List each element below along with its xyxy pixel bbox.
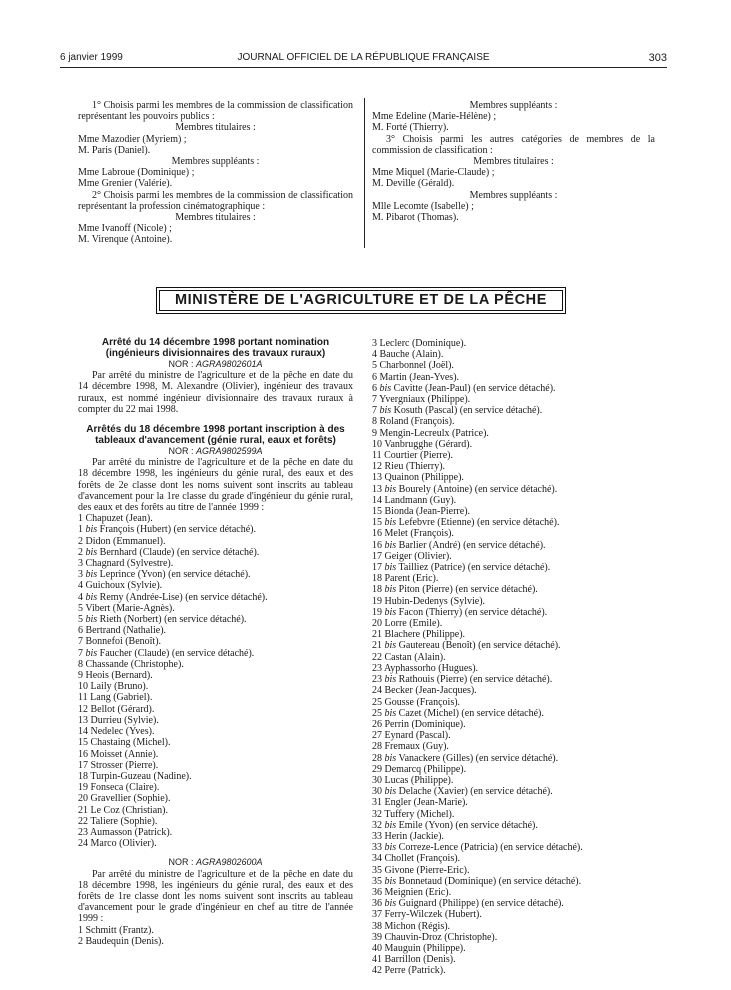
- text-line: Mme Mazodier (Myriem) ;: [78, 133, 187, 145]
- list-item: 29 Demarcq (Philippe).: [372, 763, 467, 775]
- page-number: 303: [648, 52, 667, 64]
- text-line: Mlle Lecomte (Isabelle) ;: [372, 200, 474, 212]
- list-item: 21 Blachere (Philippe).: [372, 629, 466, 641]
- list-item: 18 Parent (Eric).: [372, 573, 439, 585]
- text-line: 2° Choisis parmi les membres de la commission de classification représentant la profession cinématographique :: [78, 189, 353, 212]
- list-item: 16 Moisset (Annie).: [78, 748, 159, 760]
- list-item: 23 bis Rathouis (Pierre) (en service détaché).: [372, 674, 553, 686]
- list-item: 35 Givone (Pierre-Eric).: [372, 864, 470, 876]
- list-item: 5 Charbonnel (Joël).: [372, 360, 454, 372]
- list-item: 16 Melet (François).: [372, 528, 454, 540]
- section-subheading: Membres titulaires :: [473, 156, 554, 168]
- list-item: 36 bis Guignard (Philippe) (en service détaché).: [372, 898, 564, 910]
- left-column: [78, 338, 353, 947]
- ministry-heading: MINISTÈRE DE L'AGRICULTURE ET DE LA PÊCHE: [156, 287, 566, 314]
- list-item: 11 Courtier (Pierre).: [372, 450, 454, 462]
- section-subheading: Membres suppléants :: [171, 156, 260, 168]
- list-item: 2 bis Bernhard (Claude) (en service détaché).: [78, 546, 260, 558]
- text-line: Mme Miquel (Marie-Claude) ;: [372, 167, 495, 179]
- text-line: Mme Grenier (Valérie).: [78, 178, 173, 190]
- list-item: 22 Castan (Alain).: [372, 651, 446, 663]
- right-column-list: [372, 338, 655, 977]
- list-item: 24 Becker (Jean-Jacques).: [372, 685, 477, 697]
- list-item: 20 Lorre (Emile).: [372, 618, 443, 630]
- list-item: 20 Gravellier (Sophie).: [78, 793, 171, 805]
- arrete1-title: Arrêté du 14 décembre 1998 portant nomination (ingénieurs divisionnaires des travaux ruraux): [101, 337, 330, 359]
- list-item: 9 Mengin-Lecreulx (Patrice).: [372, 427, 489, 439]
- text-line: Mme Edeline (Marie-Hélène) ;: [372, 111, 497, 123]
- list-item: 10 Laily (Bruno).: [78, 681, 149, 693]
- list-item: 7 Yvergniaux (Philippe).: [372, 394, 471, 406]
- list-item: 17 bis Tailliez (Patrice) (en service détaché).: [372, 562, 551, 574]
- text-line: M. Paris (Daniel).: [78, 144, 151, 156]
- top-left-column: [78, 100, 353, 246]
- list-item: 2 Didon (Emmanuel).: [78, 535, 166, 547]
- list-item: 5 Vibert (Marie-Agnès).: [78, 602, 175, 614]
- list-item: 4 bis Remy (Andrée-Lise) (en service détaché).: [78, 591, 268, 603]
- list-item: 24 Marco (Olivier).: [78, 838, 157, 850]
- list-item: 28 Fremaux (Guy).: [372, 741, 449, 753]
- list-item: 7 Bonnefoi (Benoît).: [78, 636, 162, 648]
- list-item: 25 Gousse (François).: [372, 696, 461, 708]
- list-item: 27 Eynard (Pascal).: [372, 730, 451, 742]
- list-item: 30 Lucas (Philippe).: [372, 774, 454, 786]
- arrete3-list: [78, 925, 353, 947]
- text-line: 1° Choisis parmi les membres de la commission de classification représentant les pouvoirs publics :: [78, 100, 353, 123]
- list-item: 6 Martin (Jean-Yves).: [372, 371, 460, 383]
- list-item: 37 Ferry-Wilczek (Hubert).: [372, 909, 482, 921]
- list-item: 28 bis Vanackere (Gilles) (en service détaché).: [372, 752, 559, 764]
- list-item: 19 bis Facon (Thierry) (en service détaché).: [372, 606, 548, 618]
- list-item: 19 Hubin-Dedenys (Sylvie).: [372, 595, 486, 607]
- section-subheading: Membres titulaires :: [175, 122, 256, 134]
- list-item: 1 bis François (Hubert) (en service détaché).: [78, 524, 256, 536]
- text-line: M. Deville (Gérald).: [372, 178, 455, 190]
- section-subheading: Membres suppléants :: [469, 100, 558, 111]
- arrete1-nor: NOR : AGRA9802601A: [168, 359, 263, 369]
- list-item: 4 Guichoux (Sylvie).: [78, 580, 163, 592]
- arrete2-list: [78, 513, 353, 849]
- list-item: 6 bis Cavitte (Jean-Paul) (en service détaché).: [372, 382, 556, 394]
- list-item: 9 Heois (Bernard).: [78, 670, 153, 682]
- text-line: Mme Ivanoff (Nicole) ;: [78, 223, 172, 235]
- list-item: 8 Chassande (Christophe).: [78, 658, 184, 670]
- list-item: 22 Taliere (Sophie).: [78, 815, 158, 827]
- list-item: 14 Landmann (Guy).: [372, 494, 457, 506]
- arrete3-body: Par arrêté du ministre de l'agriculture et de la pêche en date du 18 décembre 1998, les ingénieurs du génie rural, des eaux et des forêts de 1re classe dont les noms suivent sont inscrits au tableau d'avancement pour le grade d'ingénieur en chef au titre de l'année 1999 :: [78, 868, 353, 925]
- list-item: 33 Herin (Jackie).: [372, 830, 444, 842]
- list-item: 31 Engler (Jean-Marie).: [372, 797, 468, 809]
- list-item: 30 bis Delache (Xavier) (en service détaché).: [372, 786, 553, 798]
- arrete2-nor: NOR : AGRA9802599A: [168, 446, 263, 457]
- list-item: 15 bis Lefebvre (Etienne) (en service détaché).: [372, 517, 560, 529]
- list-item: 8 Roland (François).: [372, 416, 455, 428]
- list-item: 2 Baudequin (Denis).: [78, 935, 164, 947]
- text-line: M. Forté (Thierry).: [372, 122, 449, 134]
- text-line: 3° Choisis parmi les autres catégories de membres de la commission de classification :: [372, 133, 655, 156]
- list-item: 13 Quainon (Philippe).: [372, 472, 464, 484]
- list-item: 3 Leclerc (Dominique).: [372, 338, 467, 349]
- page-header: [60, 52, 667, 66]
- arrete3-nor: NOR : AGRA9802600A: [168, 857, 263, 868]
- list-item: 7 bis Kosuth (Pascal) (en service détaché).: [372, 405, 543, 417]
- list-item: 17 Geiger (Olivier).: [372, 550, 452, 562]
- list-item: 38 Michon (Régis).: [372, 920, 451, 932]
- list-item: 39 Chauvin-Droz (Christophe).: [372, 931, 498, 943]
- list-item: 10 Vanbrugghe (Gérard).: [372, 438, 473, 450]
- list-item: 34 Chollet (François).: [372, 853, 461, 865]
- list-item: 12 Rieu (Thierry).: [372, 461, 446, 473]
- list-item: 19 Fonseca (Claire).: [78, 782, 160, 794]
- section-subheading: Membres titulaires :: [175, 212, 256, 224]
- text-line: Mme Labroue (Dominique) ;: [78, 167, 195, 179]
- top-right-column: [372, 100, 655, 223]
- issue-date: 6 janvier 1999: [60, 52, 123, 63]
- list-item: 6 Bertrand (Nathalie).: [78, 625, 167, 637]
- arrete1-body: Par arrêté du ministre de l'agriculture et de la pêche en date du 14 décembre 1998, M. Alexandre (Olivier), ingénieur des travaux ruraux, est nommé ingénieur divisionnaire des travaux ruraux à compter du 22 mai 1998.: [78, 370, 353, 415]
- list-item: 3 Chagnard (Sylvestre).: [78, 558, 174, 570]
- list-item: 17 Strosser (Pierre).: [78, 759, 159, 771]
- list-item: 15 Chastaing (Michel).: [78, 737, 171, 749]
- list-item: 12 Bellot (Gérard).: [78, 703, 155, 715]
- list-item: 35 bis Bonnetaud (Dominique) (en service détaché).: [372, 875, 582, 887]
- column-divider: [364, 98, 365, 248]
- list-item: 23 Ayphassorho (Hugues).: [372, 662, 479, 674]
- list-item: 15 Bionda (Jean-Pierre).: [372, 506, 471, 518]
- list-item: 23 Aumasson (Patrick).: [78, 826, 173, 838]
- list-item: 36 Meignien (Eric).: [372, 886, 452, 898]
- list-item: 11 Lang (Gabriel).: [78, 692, 153, 704]
- list-item: 42 Perre (Patrick).: [372, 965, 446, 977]
- journal-title: JOURNAL OFFICIEL DE LA RÉPUBLIQUE FRANÇAISE: [237, 52, 490, 63]
- list-item: 41 Barrillon (Denis).: [372, 954, 456, 966]
- arrete2-title: Arrêtés du 18 décembre 1998 portant inscription à des tableaux d'avancement (génie rural, eaux et forêts): [86, 424, 345, 446]
- list-item: 5 bis Rieth (Norbert) (en service détaché).: [78, 614, 247, 626]
- list-item: 21 bis Gautereau (Benoît) (en service détaché).: [372, 640, 561, 652]
- list-item: 32 Tuffery (Michel).: [372, 808, 455, 820]
- list-item: 14 Nedelec (Yves).: [78, 726, 155, 738]
- arrete2-body: Par arrêté du ministre de l'agriculture et de la pêche en date du 18 décembre 1998, les ingénieurs du génie rural, des eaux et des forêts de 2e classe dont les noms suivent sont inscrits au tableau d'avancement pour la 1re classe du grade d'ingénieur du génie rural, des eaux et des forêts au titre de l'année 1999 :: [78, 457, 353, 514]
- list-item: 1 Schmitt (Frantz).: [78, 924, 154, 936]
- list-item: 13 bis Bourely (Antoine) (en service détaché).: [372, 483, 558, 495]
- list-item: 16 bis Barlier (André) (en service détaché).: [372, 539, 546, 551]
- list-item: 25 bis Cazet (Michel) (en service détaché).: [372, 707, 544, 719]
- list-item: 33 bis Correze-Lence (Patricia) (en service détaché).: [372, 842, 583, 854]
- section-subheading: Membres suppléants :: [469, 189, 558, 201]
- header-rule: [60, 67, 667, 68]
- list-item: 1 Chapuzet (Jean).: [78, 513, 153, 525]
- list-item: 32 bis Emile (Yvon) (en service détaché).: [372, 819, 538, 831]
- text-line: M. Pibarot (Thomas).: [372, 212, 459, 224]
- list-item: 18 bis Piton (Pierre) (en service détaché).: [372, 584, 538, 596]
- list-item: 21 Le Coz (Christian).: [78, 804, 168, 816]
- text-line: M. Virenque (Antoine).: [78, 234, 173, 246]
- list-item: 7 bis Faucher (Claude) (en service détaché).: [78, 647, 255, 659]
- list-item: 26 Perrin (Dominique).: [372, 718, 466, 730]
- list-item: 4 Bauche (Alain).: [372, 349, 444, 361]
- list-item: 3 bis Leprince (Yvon) (en service détaché).: [78, 569, 251, 581]
- list-item: 40 Mauguin (Philippe).: [372, 942, 466, 954]
- list-item: 18 Turpin-Guzeau (Nadine).: [78, 770, 192, 782]
- list-item: 13 Durrieu (Sylvie).: [78, 714, 159, 726]
